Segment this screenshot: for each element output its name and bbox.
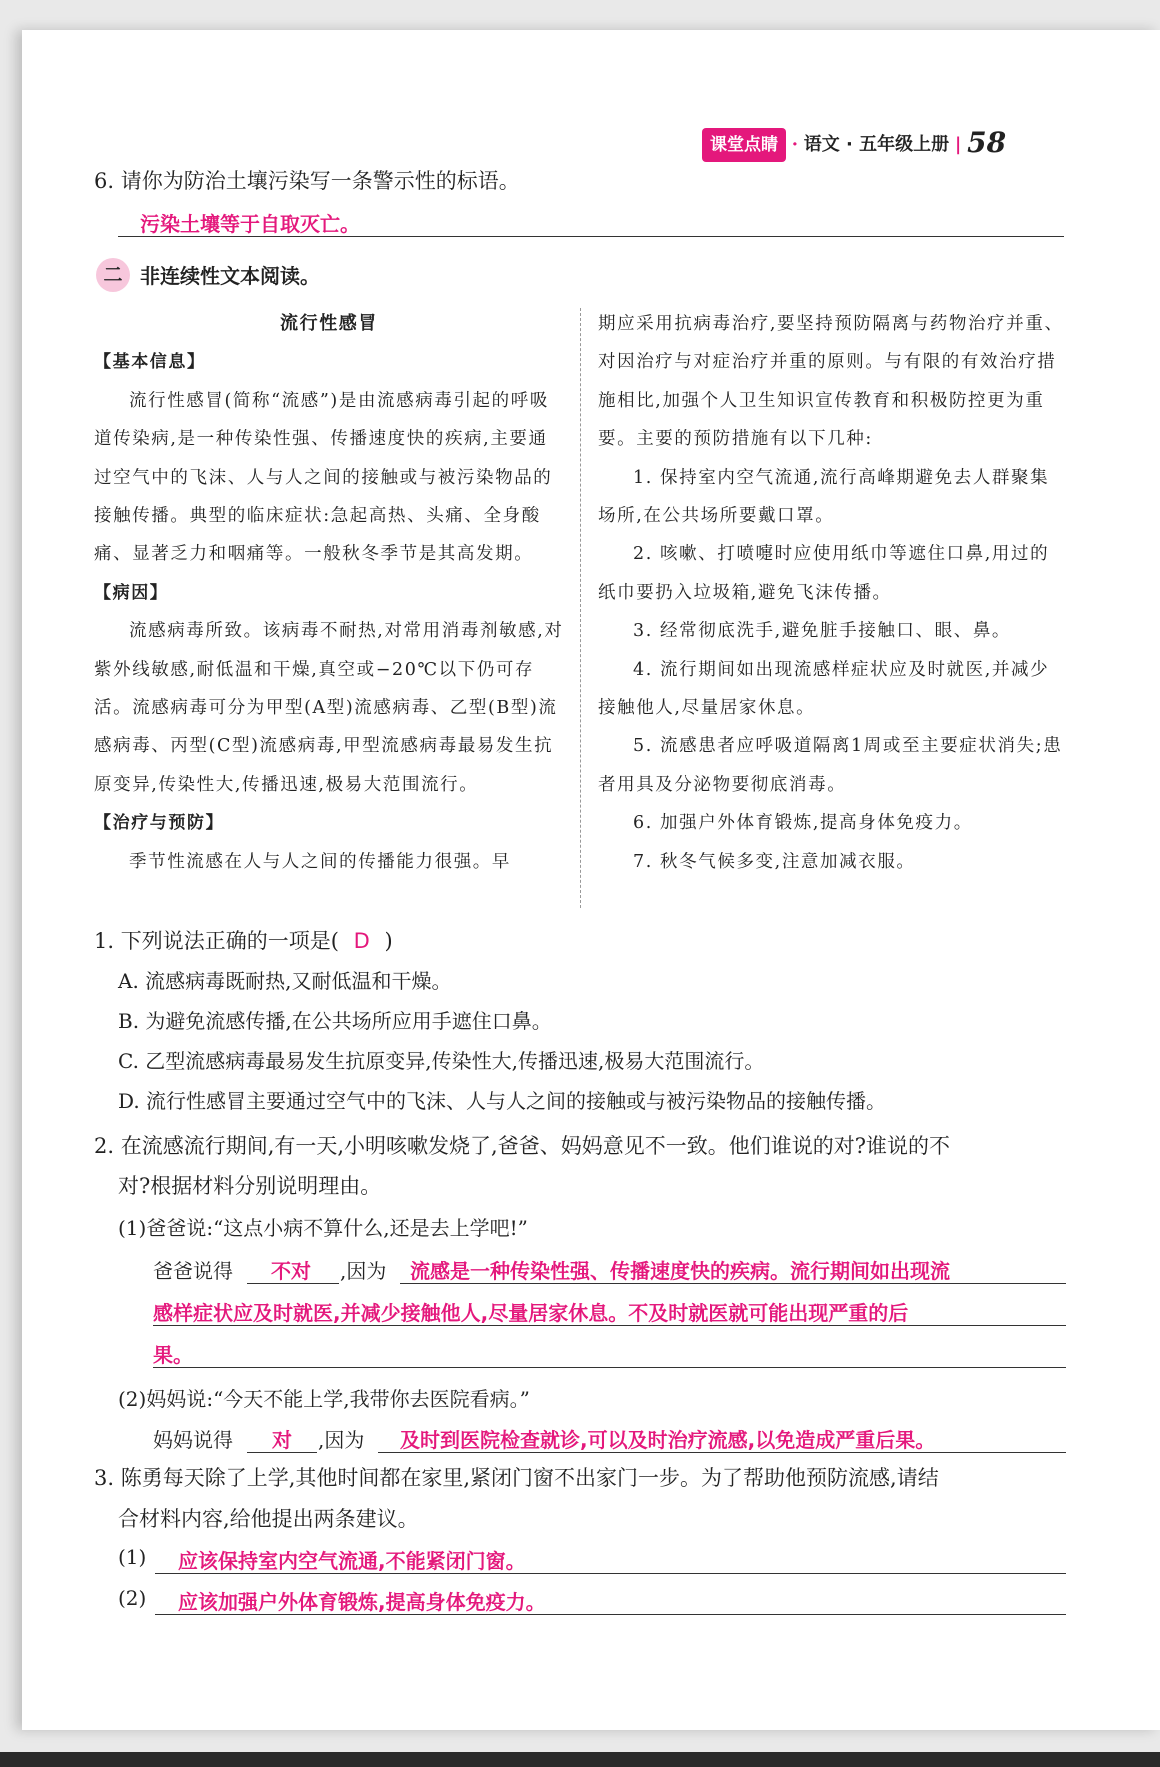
header-dot: ·: [791, 134, 799, 155]
q2-dad-reason-underline1: [400, 1283, 1066, 1284]
q3-prompt-line1: 3. 陈勇每天除了上学,其他时间都在家里,紧闭门窗不出家门一步。为了帮助他预防流感,请结: [94, 1466, 939, 1490]
treatment-text-start: 季节性流感在人与人之间的传播能力很强。早: [129, 851, 511, 872]
q1-prompt-text: 1. 下列说法正确的一项是(: [94, 929, 339, 953]
q6-answer: 污染土壤等于自取灭亡。: [140, 212, 360, 236]
q2-dad-reason-line2: 感样症状应及时就医,并减少接触他人,尽量居家休息。不及时就医就可能出现严重的后: [153, 1301, 909, 1325]
q2-mom-quote: (2)妈妈说:“今天不能上学,我带你去医院看病。”: [118, 1387, 530, 1411]
q2-dad-quote: (1)爸爸说:“这点小病不算什么,还是去上学吧!”: [118, 1216, 528, 1240]
q2-mom-reason-underline: [378, 1452, 1066, 1453]
passage-title: 流行性感冒: [280, 313, 378, 334]
q3-item-answer: 应该加强户外体育锻炼,提高身体免疫力。: [178, 1590, 546, 1614]
column-divider: [580, 308, 581, 908]
q2-mom-because: ,因为: [318, 1428, 365, 1452]
q2-prompt-line1: 2. 在流感流行期间,有一天,小明咳嗽发烧了,爸爸、妈妈意见不一致。他们谁说的对?谁说的不: [94, 1134, 950, 1158]
q2-mom-label: 妈妈说得: [153, 1428, 233, 1452]
header-badge: 课堂点睛: [702, 128, 786, 162]
q2-mom-verdict-underline: [247, 1452, 317, 1453]
passage-right-column: [598, 305, 1066, 881]
q2-dad-reason-underline3: [153, 1367, 1066, 1368]
q1-option-b: B. 为避免流感传播,在公共场所应用手遮住口鼻。: [118, 1009, 552, 1033]
bottom-bar: [0, 1752, 1160, 1767]
measure-item: 3. 经常彻底洗手,避免脏手接触口、眼、鼻。: [633, 621, 1012, 642]
basic-info-text: 流行性感冒(简称“流感”)是由流感病毒引起的呼吸道传染病,是一种传染性强、传播速度快的疾病,主要通过空气中的飞沫、人与人之间的接触或与被污染物品的接触传播。典型的临床症状:急起高热、头痛、全身酸痛、显著乏力和咽痛等。一般秋冬季节是其高发期。: [94, 390, 553, 565]
section-number-badge: 二: [96, 258, 130, 292]
header-subject: 语文 · 五年级上册: [803, 134, 950, 155]
measure-item: 6. 加强户外体育锻炼,提高身体免疫力。: [633, 813, 973, 834]
measure-item: 7. 秋冬气候多变,注意加减衣服。: [633, 851, 916, 872]
q2-dad-label: 爸爸说得: [153, 1259, 233, 1283]
q3-prompt-line2: 合材料内容,给他提出两条建议。: [118, 1507, 419, 1531]
q1-prompt-close: ): [384, 929, 393, 953]
measure-item: 2. 咳嗽、打喷嚏时应使用纸巾等遮住口鼻,用过的纸巾要扔入垃圾箱,避免飞沫传播。: [598, 544, 1050, 603]
page-number: 58: [967, 126, 1007, 159]
q3-item-underline: [155, 1573, 1066, 1574]
q3-item-answer: 应该保持室内空气流通,不能紧闭门窗。: [178, 1549, 526, 1573]
q3-item-underline: [155, 1614, 1066, 1615]
q2-dad-reason-line1: 流感是一种传染性强、传播速度快的疾病。流行期间如出现流: [410, 1259, 950, 1283]
cause-text: 流感病毒所致。该病毒不耐热,对常用消毒剂敏感,对紫外线敏感,耐低温和干燥,真空或−20℃以下仍可存活。流感病毒可分为甲型(A型)流感病毒、乙型(B型)流感病毒、丙型(C型)流感病毒,甲型流感病毒最易发生抗原变异,传染性大,传播迅速,极易大范围流行。: [94, 621, 564, 795]
q6-underline: [118, 236, 1064, 237]
q2-dad-verdict-underline: [247, 1283, 339, 1284]
measure-item: 5. 流感患者应呼吸道隔离1周或至主要症状消失;患者用具及分泌物要彻底消毒。: [598, 736, 1063, 795]
q3-item-label: (2): [118, 1586, 147, 1610]
treatment-text-continued: 期应采用抗病毒治疗,要坚持预防隔离与药物治疗并重、对因治疗与对症治疗并重的原则。与有限的有效治疗措施相比,加强个人卫生知识宣传教育和积极防控更为重要。主要的预防措施有以下几种:: [598, 314, 1064, 450]
q2-dad-because: ,因为: [340, 1259, 387, 1283]
q1-prompt: [94, 925, 393, 955]
header-bar: |: [954, 134, 962, 155]
section-title: 非连续性文本阅读。: [140, 264, 320, 288]
q2-prompt-line2: 对?根据材料分别说明理由。: [118, 1174, 382, 1198]
passage-left-column: [94, 305, 564, 881]
measure-item: 1. 保持室内空气流通,流行高峰期避免去人群聚集场所,在公共场所要戴口罩。: [598, 467, 1050, 527]
cause-heading: 【病因】: [94, 582, 169, 603]
q2-dad-verdict: 不对: [271, 1259, 311, 1283]
measure-item: 4. 流行期间如出现流感样症状应及时就医,并减少接触他人,尽量居家休息。: [598, 659, 1050, 719]
q2-mom-reason: 及时到医院检查就诊,可以及时治疗流感,以免造成严重后果。: [400, 1428, 936, 1452]
q1-answer: D: [353, 929, 370, 953]
q2-dad-reason-underline2: [153, 1325, 1066, 1326]
q1-option-c: C. 乙型流感病毒最易发生抗原变异,传染性大,传播迅速,极易大范围流行。: [118, 1049, 765, 1073]
q2-dad-reason-line3: 果。: [153, 1343, 193, 1367]
treatment-heading: 【治疗与预防】: [94, 813, 225, 834]
q2-mom-verdict: 对: [272, 1428, 292, 1452]
q1-option-a: A. 流感病毒既耐热,又耐低温和干燥。: [118, 969, 452, 993]
page-header: [702, 128, 1006, 162]
q3-item-label: (1): [118, 1545, 147, 1569]
q1-option-d: D. 流行性感冒主要通过空气中的飞沫、人与人之间的接触或与被污染物品的接触传播。: [118, 1089, 887, 1113]
q6-prompt: 6. 请你为防治土壤污染写一条警示性的标语。: [94, 169, 520, 193]
basic-info-heading: 【基本信息】: [94, 352, 206, 373]
